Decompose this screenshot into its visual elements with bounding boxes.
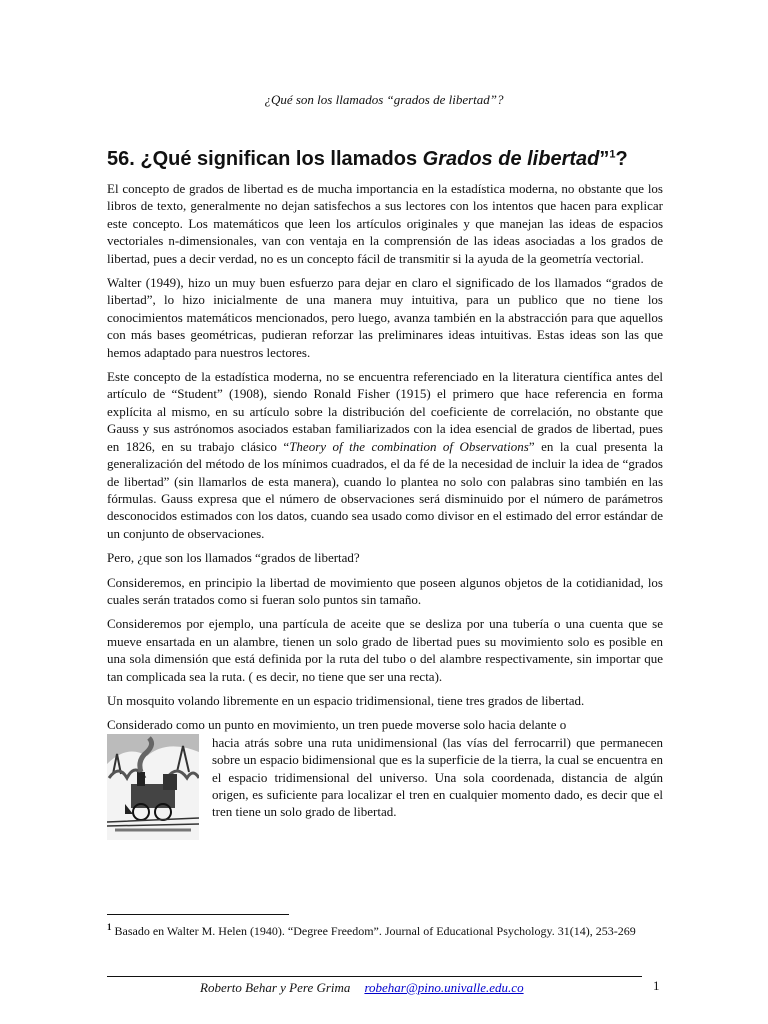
paragraph-3 <box>107 368 663 542</box>
footer-authors: Roberto Behar y Pere Grima <box>200 980 351 995</box>
footnote-text: Basado en Walter M. Helen (1940). “Degree Freedom”. Journal of Educational Psychology. 31(14), 253-269 <box>111 924 636 938</box>
paragraph-6: Consideremos por ejemplo, una partícula de aceite que se desliza por una tubería o una cuenta que se mueve ensartada en un alambre, tienen un solo grado de libertad pues su movimiento solo es posible en una sola dimensión que está definida por la ruta del tubo o del alambre respectivamente, sin importar que tan complicada sea la ruta. ( es decir, no tiene que ser una recta). <box>107 616 663 684</box>
book-title: Theory of the combination of Observations <box>289 438 529 454</box>
footer <box>200 980 524 996</box>
paragraph-3-part-a: Este concepto de la estadística moderna, no se encuentra referenciado en la literatura científica antes del artículo de “Student” (1908), siendo Ronald Fisher (1915) el primero que hace referencia en forma explícita al mismo, en su artículo sobre la distribución del coeficiente de correlación, no obstante que Gauss y sus astrónomos asociados estaban familiarizados con la idea esencial de grados de libertad, pues en 1826, en su trabajo clásico “ <box>107 369 663 454</box>
title-question-mark: ? <box>615 148 628 170</box>
paragraph-2: Walter (1949), hizo un muy buen esfuerzo para dejar en claro el significado de los llamados “grados de libertad”, lo hizo inicialmente de una manera muy intuitiva, para un publico que no tiene los conocimientos matemáticos mencionados, pero luego, avanza también en la abstracción para que aquellos con más bases geométricas, pudieran reforzar las preliminares ideas intuitivas. Estas ideas son las que hemos adaptado para nuestros lectores. <box>107 275 663 360</box>
paragraph-3-part-b: ” en la cual presenta la generalización del método de los mínimos cuadrados, el da fé de la necesidad de incluir la idea de “grados de libertad” (sin llamarlos de esta manera), cuando lo plantea no solo con palabras sino también en las fórmulas. Gauss expresa que el número de observaciones será disminuido por el número de parámetros desconocidos estimados con los datos, cuando sea usado como divisor en el estimado del error estándar de un conjunto de observaciones. <box>107 438 664 541</box>
paragraph-8-wrapped: hacia atrás sobre una ruta unidimensional (las vías del ferrocarril) que permanecen sobre un espacio bidimensional que es la superficie de la tierra, la cual se encuentra en el espacio tridimensional del universo. Una sola coordenada, distancia de algún origen, es suficiente para localizar el tren en cualquier momento dado, es decir que el tren tiene un solo grado de libertad. <box>212 734 663 820</box>
train-engraving-icon <box>107 734 199 840</box>
section-title <box>107 148 667 171</box>
title-italic: Grados de libertad <box>422 148 600 170</box>
body-text <box>107 180 663 821</box>
footnote <box>107 920 663 939</box>
title-close-quote: ” <box>599 148 610 170</box>
footnote-mark: 1 <box>107 922 112 932</box>
footer-divider <box>107 976 642 977</box>
footnote-divider <box>107 914 289 915</box>
paragraph-8-first-line: Considerado como un punto en movimiento, un tren puede moverse solo hacia delante o <box>107 717 567 733</box>
running-head: ¿Qué son los llamados “grados de libertad”? <box>264 92 504 107</box>
paragraph-7: Un mosquito volando libremente en un espacio tridimensional, tiene tres grados de libertad. <box>107 692 585 708</box>
train-paragraph <box>107 716 663 820</box>
footnote-ref[interactable]: 1 <box>609 148 616 161</box>
paragraph-5: Consideremos, en principio la libertad de movimiento que poseen algunos objetos de la cotidianidad, los cuales serán tratados como si fueran solo puntos sin tamaño. <box>107 574 663 607</box>
title-text: 56. ¿Qué significan los llamados <box>107 148 423 170</box>
paragraph-4: Pero, ¿que son los llamados “grados de libertad? <box>107 550 360 566</box>
paragraph-1: El concepto de grados de libertad es de mucha importancia en la estadística moderna, no obstante que los libros de texto, generalmente no dejan satisfechos a sus lectores con los intentos que hacen para explicar este concepto. Los matemáticos que leen los artículos originales y que manejan las ideas de espacios vectoriales n-dimensionales, van con ventaja en la comprensión de las ideas asociadas a los grados de libertad, pues a decir verdad, no es un concepto fácil de transmitir si la ayuda de la geometría vectorial. <box>107 181 663 266</box>
email-link[interactable]: robehar@pino.univalle.edu.co <box>364 980 524 995</box>
page-number: 1 <box>653 978 660 993</box>
